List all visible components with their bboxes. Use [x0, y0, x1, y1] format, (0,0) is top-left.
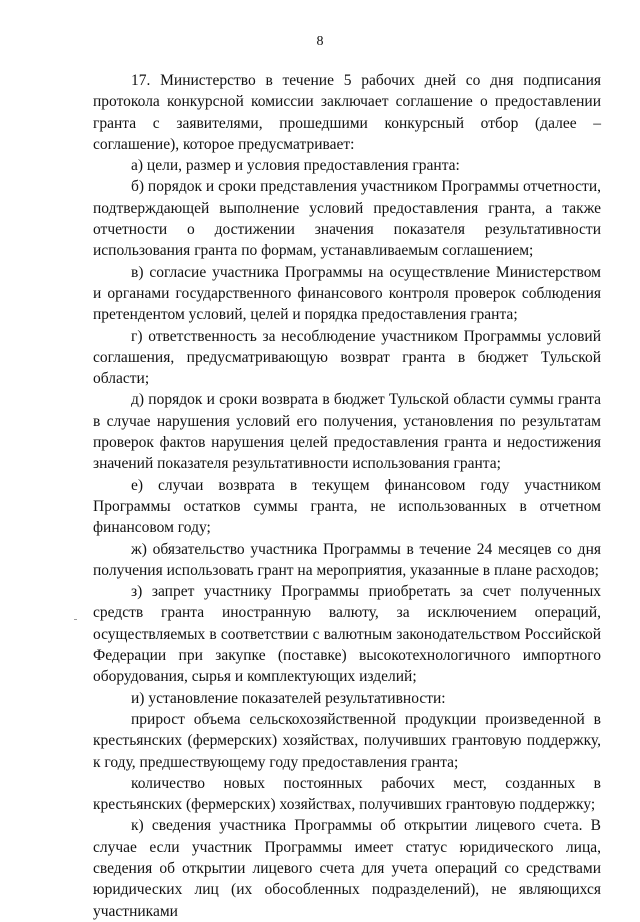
page-number: 8 [316, 34, 324, 49]
item-e: е) случаи возврата в текущем финансовом году участником Программы остатков суммы гранта, не использованных в отчетном финансовом году; [93, 476, 601, 537]
item-zh: ж) обязательство участника Программы в течение 24 месяцев со дня получения использовать грант на мероприятия, указанные в плане расходов; [93, 540, 601, 579]
indicator-new-jobs: количество новых постоянных рабочих мест, созданных в крестьянских (фермерских) хозяйствах, получивших грантовую поддержку; [93, 774, 601, 814]
document-body [93, 70, 601, 922]
item-z: з) запрет участнику Программы приобретать за счет полученных средств гранта иностранную валюту, за исключением операций, осуществляемых в соответствии с валютным законодательством Российской Федерации при закупке (поставке) высокотехнологичного импортного оборудования, сырья и комплектующих изделий; [93, 583, 601, 686]
item-b: б) порядок и сроки представления участником Программы отчетности, подтверждающей выполнение условий предоставления гранта, а также отчетности о достижении значения показателя результативности использования гранта по формам, устанавливаемым соглашением; [93, 178, 601, 260]
item-i: и) установление показателей результативности: [131, 689, 446, 707]
item-k: к) сведения участника Программы об открытии лицевого счета. В случае если участник Программы имеет статус юридического лица, сведения об открытии лицевого счета для учета операций со средствами юридических лиц (их обособленных подразделений), не являющихся участниками [93, 817, 601, 920]
indicator-production-growth: прирост объема сельскохозяйственной продукции произведенной в крестьянских (фермерских) хозяйствах, получивших грантовую поддержку, к году, предшествующему году предоставления гранта; [93, 710, 601, 771]
margin-mark [74, 619, 77, 620]
item-v: в) согласие участника Программы на осуществление Министерством и органами государственного финансового контроля проверок соблюдения претендентом условий, целей и порядка предоставления гранта; [93, 263, 601, 324]
item-d: д) порядок и сроки возврата в бюджет Тульской области суммы гранта в случае нарушения условий его получения, установления по результатам проверок фактов нарушения целей предоставления гранта и недостижения значений показателя результативности использования гранта; [93, 391, 601, 473]
item-g: г) ответственность за несоблюдение участником Программы условий соглашения, предусматривающую возврат гранта в бюджет Тульской области; [93, 327, 601, 388]
item-a: а) цели, размер и условия предоставления гранта: [131, 157, 460, 175]
paragraph-17: 17. Министерство в течение 5 рабочих дней со дня подписания протокола конкурсной комиссии заключает соглашение о предоставлении гранта с заявителями, прошедшими конкурсный отбор (далее – соглашение), которое предусматривает: [93, 72, 601, 153]
